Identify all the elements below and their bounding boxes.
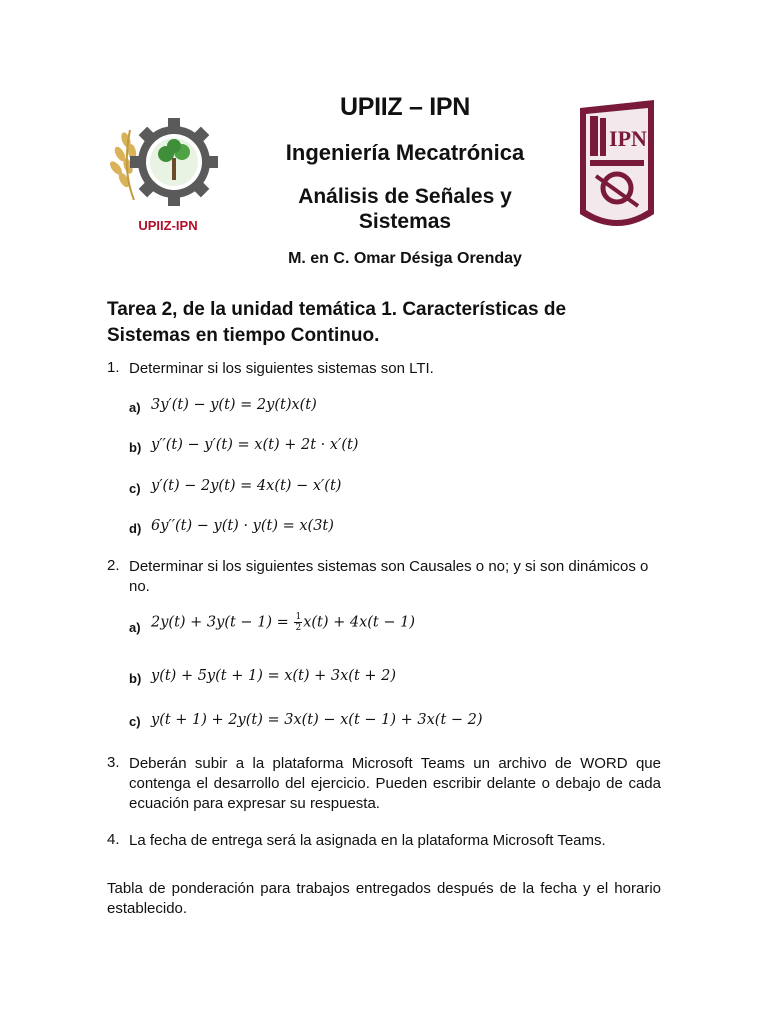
q2-text-line1: Determinar si los siguientes sistemas son Causales o no; y si son dinámicos o xyxy=(129,558,649,575)
q2-a-eq-right: x(t) + 4x(t − 1) xyxy=(303,614,416,631)
upiiz-logo xyxy=(104,110,232,238)
q2-text-line2: no. xyxy=(129,578,150,595)
q2-b-equation: y(t) + 5y(t + 1) = x(t) + 3x(t + 2) xyxy=(151,668,397,684)
q2-a-equation xyxy=(151,612,415,633)
course-title-line2: Sistemas xyxy=(358,210,452,233)
q3-number: 3. xyxy=(107,754,120,771)
q1-c-equation: y′(t) − 2y(t) = 4x(t) − x′(t) xyxy=(151,478,342,494)
q2-a-eq-left: 2y(t) + 3y(t − 1) = xyxy=(151,614,294,631)
weighting-table-caption: Tabla de ponderación para trabajos entregados después de la fecha y el horario establecido. xyxy=(107,880,661,917)
q1-number: 1. xyxy=(107,359,120,376)
author-name: M. en C. Omar Désiga Orenday xyxy=(288,250,522,267)
q1-a-equation: 3y′(t) − y(t) = 2y(t)x(t) xyxy=(151,397,317,413)
program-title: Ingeniería Mecatrónica xyxy=(285,140,525,165)
q1-c-label: c) xyxy=(129,481,141,496)
q3-text: Deberán subir a la plataforma Microsoft Teams un archivo de WORD que contenga el desarrollo del ejercicio. Pueden escribir delante o debajo de cada ecuación para expresar su respuesta. xyxy=(129,755,661,812)
q1-b-equation: y′′(t) − y′(t) = x(t) + 2t · x′(t) xyxy=(151,437,359,453)
q2-number: 2. xyxy=(107,557,120,574)
q4-number: 4. xyxy=(107,831,120,848)
svg-text:UPIIZ-IPN: UPIIZ-IPN xyxy=(138,218,198,233)
q2-a-fraction: $\frac{1}{2}$ xyxy=(295,612,302,633)
q1-a-label: a) xyxy=(129,400,141,415)
q2-c-equation: y(t + 1) + 2y(t) = 3x(t) − x(t − 1) + 3x(t − 2) xyxy=(151,712,483,728)
course-title-line1: Análisis de Señales y xyxy=(298,185,512,208)
institution-title: UPIIZ – IPN xyxy=(339,93,471,121)
q2-a-label: a) xyxy=(129,620,141,635)
gear-tree-icon xyxy=(104,110,232,238)
q2-c-label: c) xyxy=(129,714,141,729)
q1-text: Determinar si los siguientes sistemas son LTI. xyxy=(129,360,434,377)
q2-b-label: b) xyxy=(129,671,142,686)
q1-d-equation: 6y′′(t) − y(t) · y(t) = x(3t) xyxy=(151,518,334,534)
task-title-line1: Tarea 2, de la unidad temática 1. Características de xyxy=(107,299,567,320)
svg-text:IPN: IPN xyxy=(609,126,647,151)
q1-b-label: b) xyxy=(129,440,142,455)
q1-d-label: d) xyxy=(129,521,142,536)
q4-text: La fecha de entrega será la asignada en la plataforma Microsoft Teams. xyxy=(129,832,606,849)
task-title-line2: Sistemas en tiempo Continuo. xyxy=(107,325,380,346)
